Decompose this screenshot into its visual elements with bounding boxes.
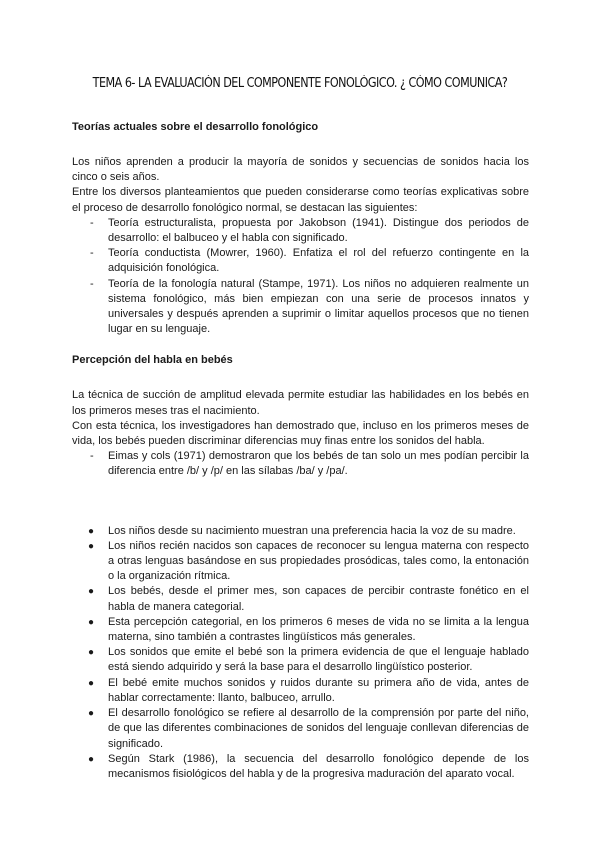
paragraph: La técnica de succión de amplitud elevada permite estudiar las habilidades en los bebés en los primeros meses tras el nacimiento. bbox=[72, 389, 529, 417]
bullet-item bbox=[72, 706, 529, 752]
bullet-icon: ● bbox=[88, 586, 95, 598]
list-item bbox=[72, 216, 529, 246]
section-heading-perception: Percepción del habla en bebés bbox=[72, 354, 233, 367]
dash-marker: - bbox=[90, 450, 94, 463]
dash-marker: - bbox=[90, 247, 94, 260]
section-heading-theories: Teorías actuales sobre el desarrollo fonológico bbox=[72, 121, 319, 133]
paragraph: Con esta técnica, los investigadores han demostrado que, incluso en los primeros meses de vida, los bebés pueden discriminar diferencias muy finas entre los sonidos del habla. bbox=[72, 419, 529, 448]
bullet-icon: ● bbox=[88, 616, 95, 628]
bullet-item-text: El desarrollo fonológico se refiere al desarrollo de la comprensión por parte del niño, de que las diferentes combinaciones de sonidos del lenguaje conllevan diferencias de significado. bbox=[108, 707, 529, 750]
document-title: TEMA 6- LA EVALUACIÓN DEL COMPONENTE FONOLÓGICO. ¿ CÓMO COMUNICA? bbox=[92, 76, 508, 91]
bullet-item-text: Según Stark (1986), la secuencia del desarrollo fonológico depende de los mecanismos fisiológicos del habla y de la progresiva maduración del aparato vocal. bbox=[108, 752, 529, 780]
bullet-icon: ● bbox=[88, 647, 95, 659]
bullet-item bbox=[72, 524, 529, 539]
dash-marker: - bbox=[90, 216, 94, 229]
bullet-item bbox=[72, 539, 529, 585]
bullet-item-text: Los niños recién nacidos son capaces de reconocer su lengua materna con respecto a otras lenguas basándose en sus propiedades prosódicas, tales como, la entonación o la organización rítmica. bbox=[108, 539, 529, 583]
bullet-item-text: Los niños desde su nacimiento muestran una preferencia hacia la voz de su madre. bbox=[108, 524, 516, 537]
bullet-item bbox=[72, 752, 529, 782]
bullet-item-text: Los sonidos que emite el bebé son la primera evidencia de que el lenguaje hablado está siendo adquirido y será la base para el desarrollo lingüístico posterior. bbox=[108, 646, 529, 674]
facts-bullet-list bbox=[72, 524, 529, 782]
theories-list bbox=[72, 216, 529, 338]
list-item-text: Teoría conductista (Mowrer, 1960). Enfatiza el rol del refuerzo contingente en la adquisición fonológica. bbox=[108, 247, 529, 275]
study-list bbox=[72, 449, 529, 479]
list-item bbox=[72, 277, 529, 338]
bullet-icon: ● bbox=[88, 753, 95, 765]
bullet-icon: ● bbox=[88, 708, 95, 720]
bullet-item bbox=[72, 676, 529, 706]
bullet-item bbox=[72, 615, 529, 645]
list-item bbox=[72, 449, 529, 479]
bullet-item bbox=[72, 645, 529, 675]
dash-marker: - bbox=[90, 277, 94, 290]
paragraph: Entre los diversos planteamientos que pueden considerarse como teorías explicativas sobre el proceso de desarrollo fonológico normal, se destacan las siguientes: bbox=[72, 186, 529, 214]
document-body bbox=[72, 120, 529, 782]
list-item bbox=[72, 246, 529, 276]
bullet-icon: ● bbox=[88, 540, 95, 552]
bullet-icon: ● bbox=[88, 677, 95, 689]
bullet-icon: ● bbox=[88, 525, 95, 537]
list-item-text: Eimas y cols (1971) demostraron que los bebés de tan solo un mes podían percibir la diferencia entre /b/ y /p/ en las sílabas /ba/ y /pa/. bbox=[108, 450, 529, 478]
bullet-item-text: Esta percepción categorial, en los primeros 6 meses de vida no se limita a la lengua materna, sino también a contrastes lingüísticos más generales. bbox=[108, 615, 529, 644]
list-item-text: Teoría de la fonología natural (Stampe, 1971). Los niños no adquieren realmente un sistema fonológico, más bien empiezan con una serie de procesos innatos y universales y después aprenden a suprimir o limitar aquellos procesos que no tienen lugar en su lenguaje. bbox=[108, 277, 529, 336]
bullet-item-text: El bebé emite muchos sonidos y ruidos durante su primera año de vida, antes de hablar correctamente: llanto, balbuceo, arrullo. bbox=[108, 676, 529, 704]
bullet-item-text: Los bebés, desde el primer mes, son capaces de percibir contraste fonético en el habla de manera categorial. bbox=[108, 585, 529, 613]
paragraph: Los niños aprenden a producir la mayoría de sonidos y secuencias de sonidos hacia los cinco o seis años. bbox=[72, 156, 529, 184]
list-item-text: Teoría estructuralista, propuesta por Jakobson (1941). Distingue dos periodos de desarrollo: el balbuceo y el habla con significado. bbox=[108, 216, 529, 245]
bullet-item bbox=[72, 584, 529, 614]
